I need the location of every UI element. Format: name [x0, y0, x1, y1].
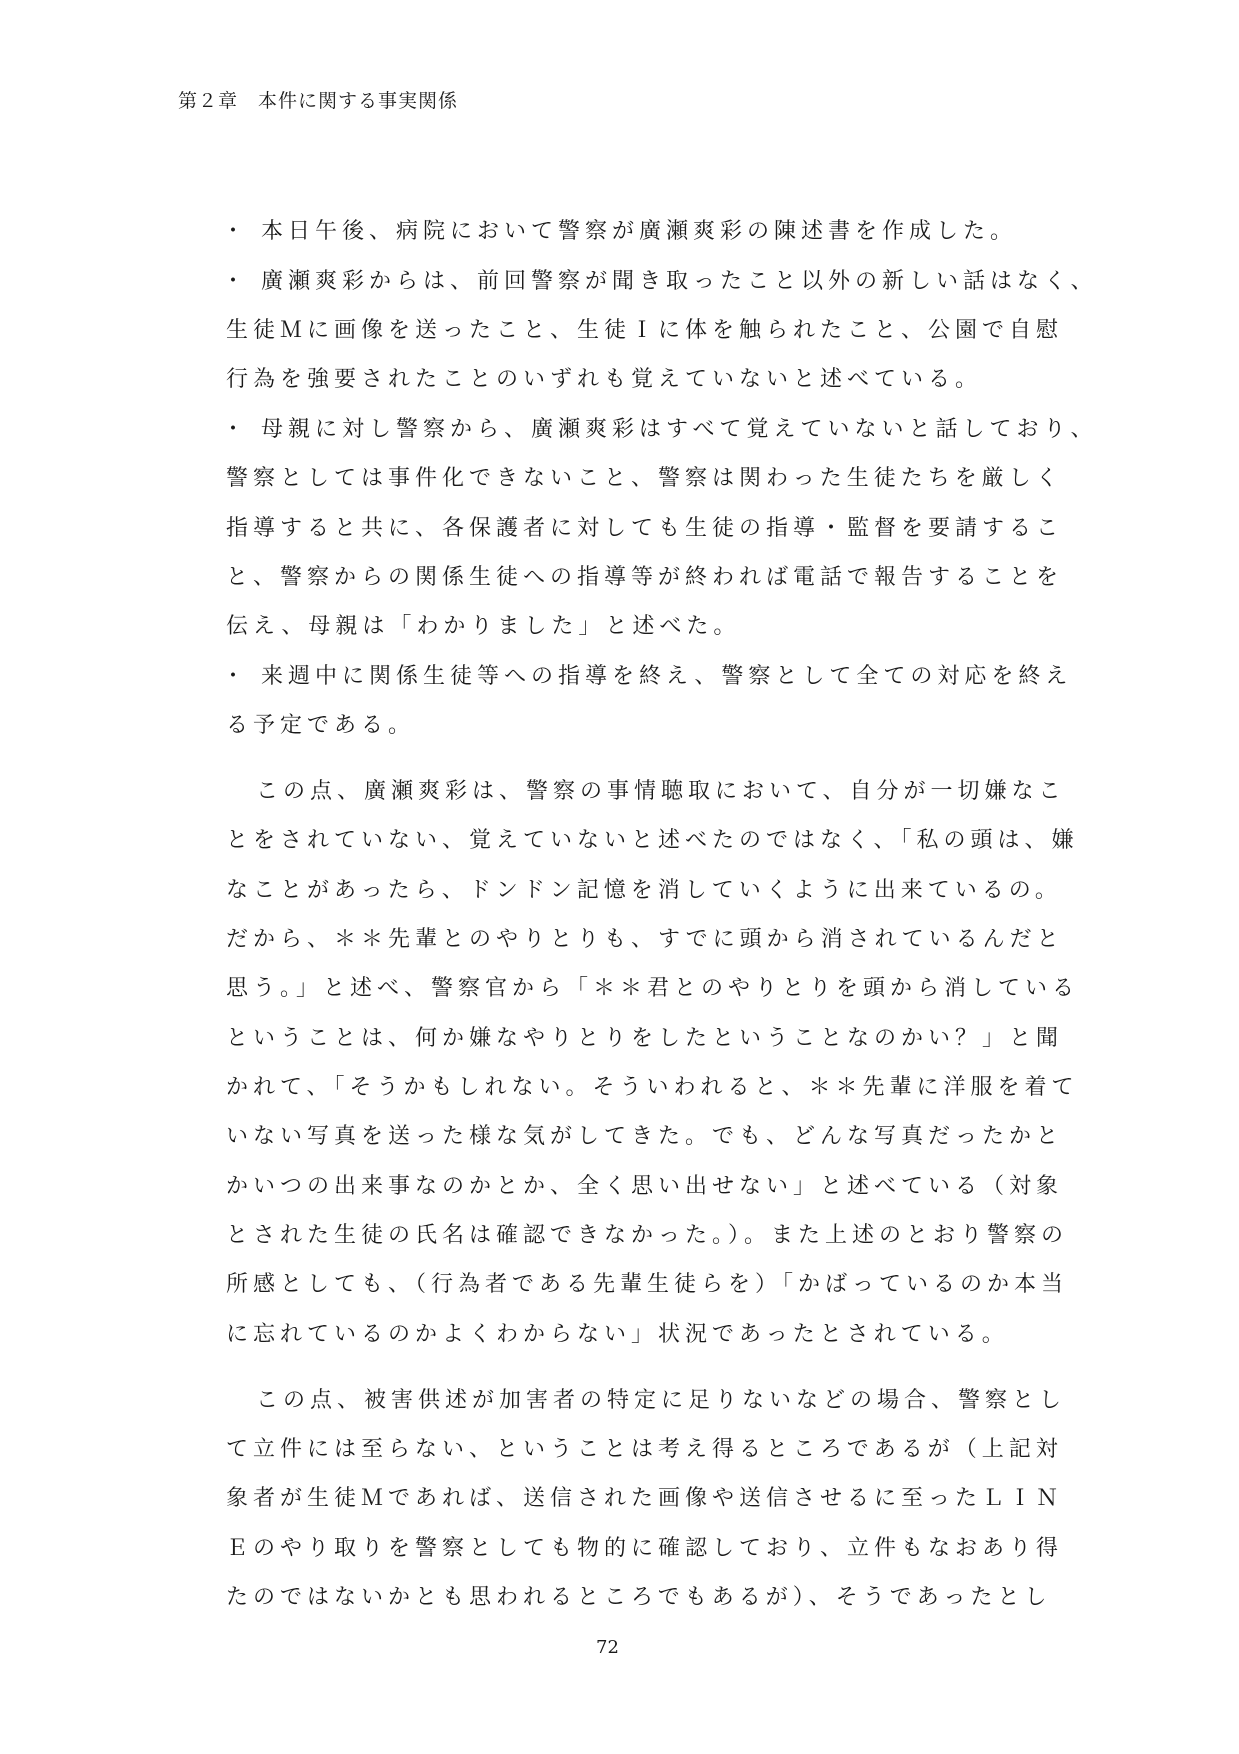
paragraph-1-line-7: かれて、「そうかもしれない。そういわれると、＊＊先輩に洋服を着て	[226, 1075, 1079, 1100]
bullet-2-line-3: 行為を強要されたことのいずれも覚えていないと述べている。	[226, 367, 983, 392]
paragraph-1-line-10: とされた生徒の氏名は確認できなかった。）。また上述のとおり警察の	[226, 1223, 1069, 1248]
chapter-header: 第２章 本件に関する事実関係	[178, 90, 459, 112]
paragraph-1-line-6: ということは、何か嫌なやりとりをしたということなのかい？」と聞	[226, 1026, 1064, 1051]
paragraph-1-line-3: なことがあったら、ドンドン記憶を消していくように出来ているの。	[226, 878, 1062, 903]
bullet-2-line-1: ・ 廣瀬爽彩からは、前回警察が聞き取ったこと以外の新しい話はなく、	[222, 269, 1098, 294]
paragraph-1-line-9: かいつの出来事なのかとか、全く思い出せない」と述べている（対象	[226, 1174, 1064, 1199]
paragraph-1-line-8: いない写真を送った様な気がしてきた。でも、どんな写真だったかと	[226, 1124, 1064, 1149]
paragraph-1-line-12: に忘れているのかよくわからない」状況であったとされている。	[226, 1322, 1009, 1347]
paragraph-1-line-5: 思う。」と述べ、警察官から「＊＊君とのやりとりを頭から消している	[226, 976, 1080, 1001]
paragraph-1-line-2: とをされていない、覚えていないと述べたのではなく、「私の頭は、嫌	[226, 828, 1079, 853]
paragraph-2-line-3: 象者が生徒Ｍであれば、送信された画像や送信させるに至ったＬＩＮ	[226, 1486, 1064, 1511]
bullet-3-line-3: 指導すると共に、各保護者に対しても生徒の指導・監督を要請するこ	[226, 516, 1064, 541]
paragraph-2-line-2: て立件には至らない、ということは考え得るところであるが（上記対	[226, 1437, 1063, 1462]
paragraph-1-line-4: だから、＊＊先輩とのやりとりも、すでに頭から消されているんだと	[226, 927, 1064, 952]
paragraph-2-line-5: たのではないかとも思われるところでもあるが）、そうであったとし	[226, 1585, 1052, 1610]
page-number: 72	[596, 1637, 619, 1658]
bullet-3-line-5: 伝え、母親は「わかりました」と述べた。	[226, 614, 741, 639]
bullet-2-line-2: 生徒Ｍに画像を送ったこと、生徒Ｉに体を触られたこと、公園で自慰	[226, 318, 1064, 343]
bullet-1-line-1: ・ 本日午後、病院において警察が廣瀬爽彩の陳述書を作成した。	[222, 219, 1017, 244]
bullet-3-line-2: 警察としては事件化できないこと、警察は関わった生徒たちを厳しく	[226, 466, 1063, 491]
paragraph-2-line-4: Ｅのやり取りを警察としても物的に確認しており、立件もなおあり得	[226, 1536, 1064, 1561]
paragraph-1-line-1: この点、廣瀬爽彩は、警察の事情聴取において、自分が一切嫌なこ	[256, 779, 1066, 804]
bullet-4-line-2: る予定である。	[226, 713, 416, 738]
bullet-4-line-1: ・ 来週中に関係生徒等への指導を終え、警察として全ての対応を終え	[222, 664, 1073, 689]
paragraph-1-line-11: 所感としても、（行為者である先輩生徒らを）「かばっているのか本当	[226, 1272, 1069, 1297]
bullet-3-line-1: ・ 母親に対し警察から、廣瀬爽彩はすべて覚えていないと話しており、	[222, 417, 1098, 442]
paragraph-2-line-1: この点、被害供述が加害者の特定に足りないなどの場合、警察とし	[256, 1388, 1067, 1413]
bullet-3-line-4: と、警察からの関係生徒への指導等が終われば電話で報告することを	[226, 565, 1064, 590]
